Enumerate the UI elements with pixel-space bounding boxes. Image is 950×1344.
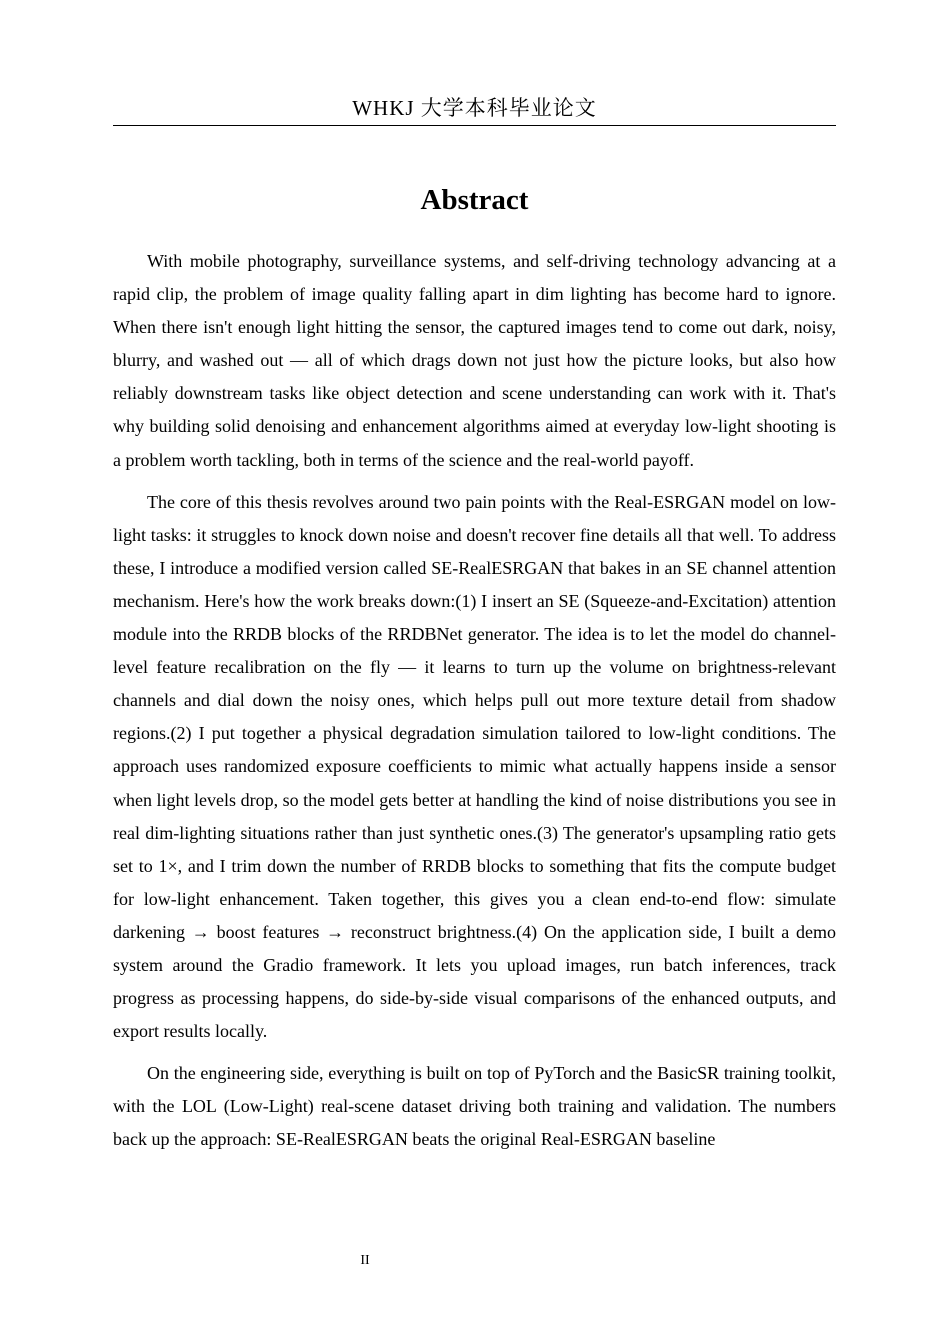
abstract-paragraph-2: The core of this thesis revolves around two pain points with the Real-ESRGAN model on low-light tasks: it struggles to knock down noise and doesn't recover fine details all that well. To address these, I introduce a modified version called SE-RealESRGAN that bakes in an SE channel attention mechanism. Here's how the work breaks down:(1) I insert an SE (Squeeze-and-Excitation) attention module into the RRDB blocks of the RRDBNet generator. The idea is to let the model do channel-level feature recalibration on the fly — it learns to turn up the volume on brightness-relevant channels and dial down the noisy ones, which helps pull out more texture detail from shadow regions.(2) I put together a physical degradation simulation tailored to low-light conditions. The approach uses randomized exposure coefficients to mimic what actually happens inside a sensor when light levels drop, so the model gets better at handling the kind of noise distributions you see in real dim-lighting situations rather than just synthetic ones.(3) The generator's upsampling ratio gets set to 1×, and I trim down the number of RRDB blocks to something that fits the compute budget for low-light enhancement. Taken together, this gives you a clean end-to-end flow: simulate darkening → boost features → reconstruct brightness.(4) On the application side, I built a demo system around the Gradio framework. It lets you upload images, run batch inferences, track progress as processing happens, do side-by-side visual comparisons of the enhanced outputs, and export results locally. xyxy=(113,491,836,1042)
thesis-header-title: WHKJ 大学本科毕业论文 xyxy=(352,96,597,120)
abstract-paragraph-1: With mobile photography, surveillance systems, and self-driving technology advancing at a rapid clip, the problem of image quality falling apart in dim lighting has become hard to ignore. When there isn't enough light hitting the sensor, the captured images tend to come out dark, noisy, blurry, and washed out — all of which drags down not just how the picture looks, but also how reliably downstream tasks like object detection and scene understanding can work with it. That's why building solid denoising and enhancement algorithms aimed at everyday low-light shooting is a problem worth tackling, both in terms of the science and the real-world payoff. xyxy=(113,251,836,470)
section-title: Abstract xyxy=(420,184,529,216)
page-header xyxy=(113,94,836,126)
abstract-body xyxy=(113,245,836,1166)
page-number: II xyxy=(360,1253,370,1268)
abstract-paragraph-3: On the engineering side, everything is built on top of PyTorch and the BasicSR training toolkit, with the LOL (Low-Light) real-scene dataset driving both training and validation. The numbers back up the approach: SE-RealESRGAN beats the original Real-ESRGAN baseline xyxy=(113,1063,836,1150)
